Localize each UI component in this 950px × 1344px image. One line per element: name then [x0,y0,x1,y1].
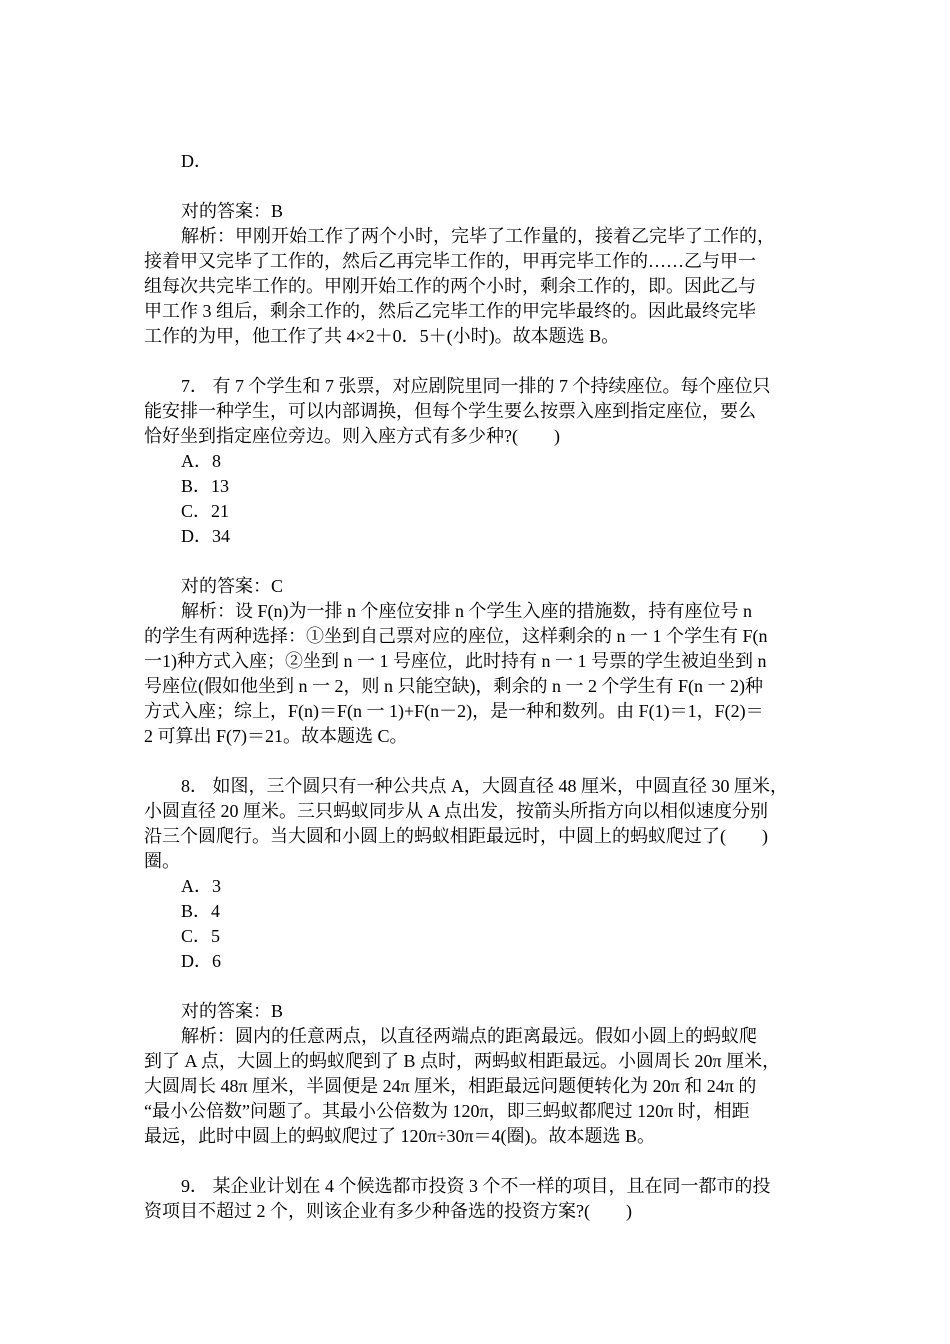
spacer [144,349,809,374]
q8-answer: 对的答案：B [181,1001,284,1021]
q7-explanation-line: 2 可算出 F(7)＝21。故本题选 C。 [144,726,408,746]
q8-option-b: B．4 [181,901,221,921]
q8-explanation-line: “最小公倍数”问题了。其最小公倍数为 120π，即三蚂蚁都爬过 120π 时，相距 [144,1101,750,1121]
spacer [144,974,809,999]
q7-option-c: C．21 [181,501,230,521]
q8-question-line: 小圆直径 20 厘米。三只蚂蚁同步从 A 点出发，按箭头所指方向以相似速度分别 [144,801,769,821]
q7-explanation-line: 方式入座；综上，F(n)＝F(n 一 1)+F(n－2)，是一种和数列。由 F(1)＝1，F(2)＝ [144,701,764,721]
q6-option-d: D． [181,151,212,171]
q8-question-line: 圈。 [144,851,180,871]
q7-question-line: 7． 有 7 个学生和 7 张票，对应剧院里同一排的 7 个持续座位。每个座位只 [181,376,771,396]
q6-explanation-line: 甲工作 3 组后，剩余工作的，然后乙完毕工作的甲完毕最终的。因此最终完毕 [144,301,756,321]
q8-explanation-line: 最远，此时中圆上的蚂蚁爬过了 120π÷30π＝4(圈)。故本题选 B。 [144,1126,656,1146]
spacer [144,749,809,774]
q8-option-c: C．5 [181,926,221,946]
q6-explanation-line: 组每次共完毕工作的。甲刚开始工作的两个小时，剩余工作的，即。因此乙与 [144,276,756,296]
q8-option-d: D．6 [181,951,221,971]
q8-explanation-line: 解析：圆内的任意两点，以直径两端点的距离最远。假如小圆上的蚂蚁爬 [181,1026,757,1046]
q9-question-line: 9． 某企业计划在 4 个候选都市投资 3 个不一样的项目，且在同一都市的投 [181,1176,771,1196]
q7-option-d: D．34 [181,526,230,546]
spacer [144,1149,809,1174]
spacer [144,549,809,574]
q8-explanation-line: 大圆周长 48π 厘米，半圆便是 24π 厘米，相距最远问题便转化为 20π 和 24π 的 [144,1076,757,1096]
q6-explanation-line: 工作的为甲，他工作了共 4×2＋0．5＋(小时)。故本题选 B。 [144,326,620,346]
q7-explanation-line: 号座位(假如他坐到 n 一 2，则 n 只能空缺)，剩余的 n 一 2 个学生有 F(n 一 2)种 [144,676,763,696]
q8-question-line: 沿三个圆爬行。当大圆和小圆上的蚂蚁相距最远时，中圆上的蚂蚁爬过了( ) [144,826,768,846]
q7-answer: 对的答案：C [181,576,284,596]
q7-question-line: 能安排一种学生，可以内部调换，但每个学生要么按票入座到指定座位，要么 [144,401,756,421]
q8-question-line: 8． 如图，三个圆只有一种公共点 A，大圆直径 48 厘米，中圆直径 30 厘米， [181,776,788,796]
q7-question-line: 恰好坐到指定座位旁边。则入座方式有多少种?( ) [144,426,560,446]
spacer [144,174,809,199]
q6-explanation-line: 解析：甲刚开始工作了两个小时，完毕了工作量的，接着乙完毕了工作的， [181,226,775,246]
document-body [144,149,809,1224]
q7-explanation-line: 解析：设 F(n)为一排 n 个座位安排 n 个学生入座的措施数，持有座位号 n [181,601,752,621]
q7-explanation-line: 一1)种方式入座；②坐到 n 一 1 号座位，此时持有 n 一 1 号票的学生被迫坐到 n [144,651,767,671]
q9-question-line: 资项目不超过 2 个，则该企业有多少种备选的投资方案?( ) [144,1201,632,1221]
q8-explanation-line: 到了 A 点，大圆上的蚂蚁爬到了 B 点时，两蚂蚁相距最远。小圆周长 20π 厘米， [144,1051,781,1071]
q6-answer: 对的答案：B [181,201,284,221]
q6-explanation-line: 接着甲又完毕了工作的，然后乙再完毕工作的，甲再完毕工作的……乙与甲一 [144,251,756,271]
q8-option-a: A．3 [181,876,221,896]
q7-option-a: A．8 [181,451,221,471]
q7-option-b: B．13 [181,476,230,496]
q7-explanation-line: 的学生有两种选择：①坐到自己票对应的座位，这样剩余的 n 一 1 个学生有 F(n [144,626,768,646]
